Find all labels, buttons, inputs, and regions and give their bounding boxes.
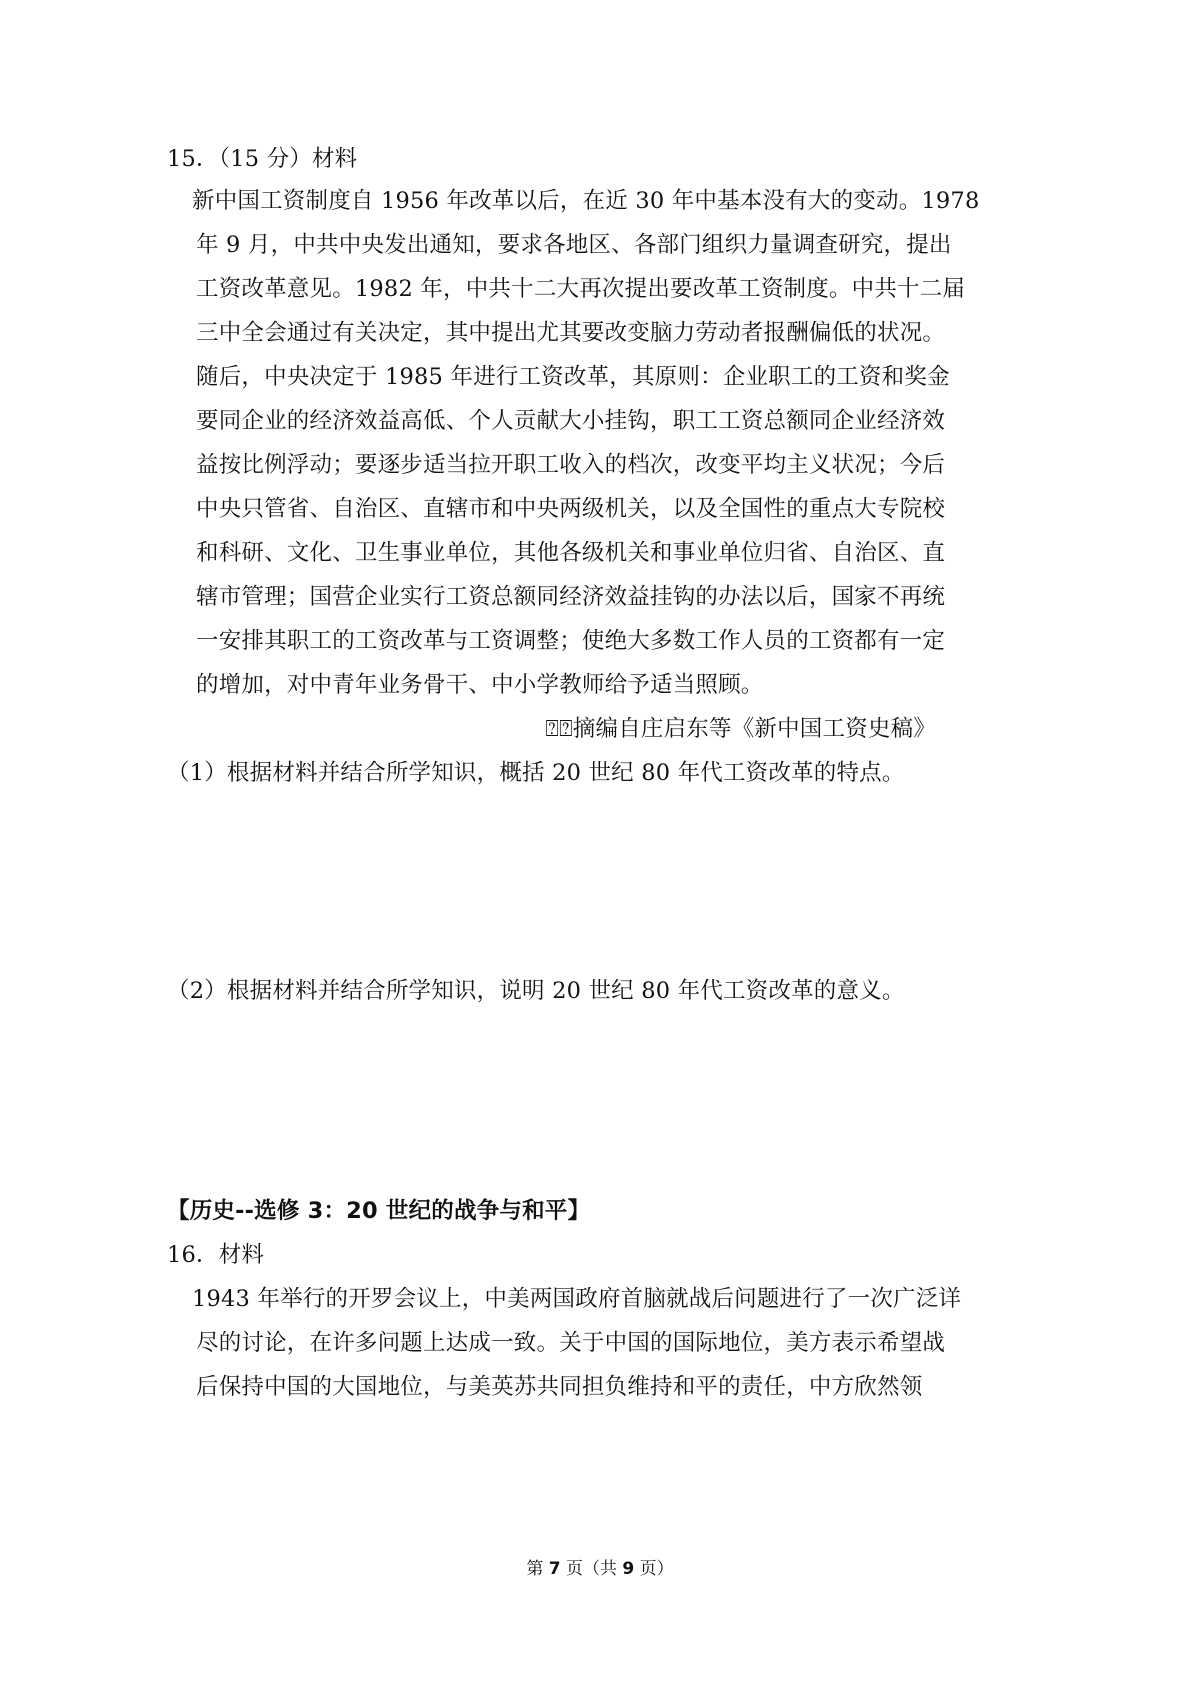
footer-page-number: 7 (548, 1559, 561, 1579)
q15-material-line: 新中国工资制度自 1956 年改革以后，在近 30 年中基本没有大的变动。1978 (192, 188, 980, 214)
q15-subquestion-2: （2）根据材料并结合所学知识，说明 20 世纪 80 年代工资改革的意义。 (167, 978, 905, 1004)
q16-material-line: 后保持中国的大国地位，与美英苏共同担负维持和平的责任，中方欣然领 (196, 1374, 923, 1400)
q15-material-line: 要同企业的经济效益高低、个人贡献大小挂钩，职工工资总额同企业经济效 (196, 408, 946, 434)
page-footer (0, 1557, 1200, 1581)
footer-suffix: 页） (634, 1559, 674, 1579)
footer-middle: 页（共 (560, 1559, 623, 1579)
footer-total-pages: 9 (622, 1559, 635, 1579)
q15-heading: 15．（15 分）材料 (167, 146, 358, 172)
q15-subquestion-1: （1）根据材料并结合所学知识，概括 20 世纪 80 年代工资改革的特点。 (167, 760, 905, 786)
section-title: 【历史--选修 3：20 世纪的战争与和平】 (167, 1198, 591, 1224)
q16-heading: 16．材料 (167, 1242, 265, 1268)
q15-material-line: 益按比例浮动；要逐步适当拉开职工收入的档次，改变平均主义状况；今后 (196, 452, 946, 478)
q15-material-line: 工资改革意见。1982 年，中共十二大再次提出要改革工资制度。中共十二届 (196, 276, 966, 302)
footer-prefix: 第 (526, 1559, 549, 1579)
q15-source-citation: ⍰⍰摘编自庄启东等《新中国工资史稿》 (545, 716, 936, 742)
q15-material-line: 辖市管理；国营企业实行工资总额同经济效益挂钩的办法以后，国家不再统 (196, 584, 946, 610)
q15-material-line: 和科研、文化、卫生事业单位，其他各级机关和事业单位归省、自治区、直 (196, 540, 946, 566)
q15-material-line: 的增加，对中青年业务骨干、中小学教师给予适当照顾。 (196, 672, 764, 698)
q15-material-line: 中央只管省、自治区、直辖市和中央两级机关，以及全国性的重点大专院校 (196, 496, 946, 522)
q15-material-line: 一安排其职工的工资改革与工资调整；使绝大多数工作人员的工资都有一定 (196, 628, 946, 654)
q15-material-line: 随后，中央决定于 1985 年进行工资改革，其原则：企业职工的工资和奖金 (196, 364, 950, 390)
q15-material-line: 三中全会通过有关决定，其中提出尤其要改变脑力劳动者报酬偏低的状况。 (196, 320, 946, 346)
q15-material-line: 年 9 月，中共中央发出通知，要求各地区、各部门组织力量调查研究，提出 (196, 232, 952, 258)
q16-material-line: 1943 年举行的开罗会议上，中美两国政府首脑就战后问题进行了一次广泛详 (192, 1286, 962, 1312)
q16-material-line: 尽的讨论，在许多问题上达成一致。关于中国的国际地位，美方表示希望战 (196, 1330, 946, 1356)
